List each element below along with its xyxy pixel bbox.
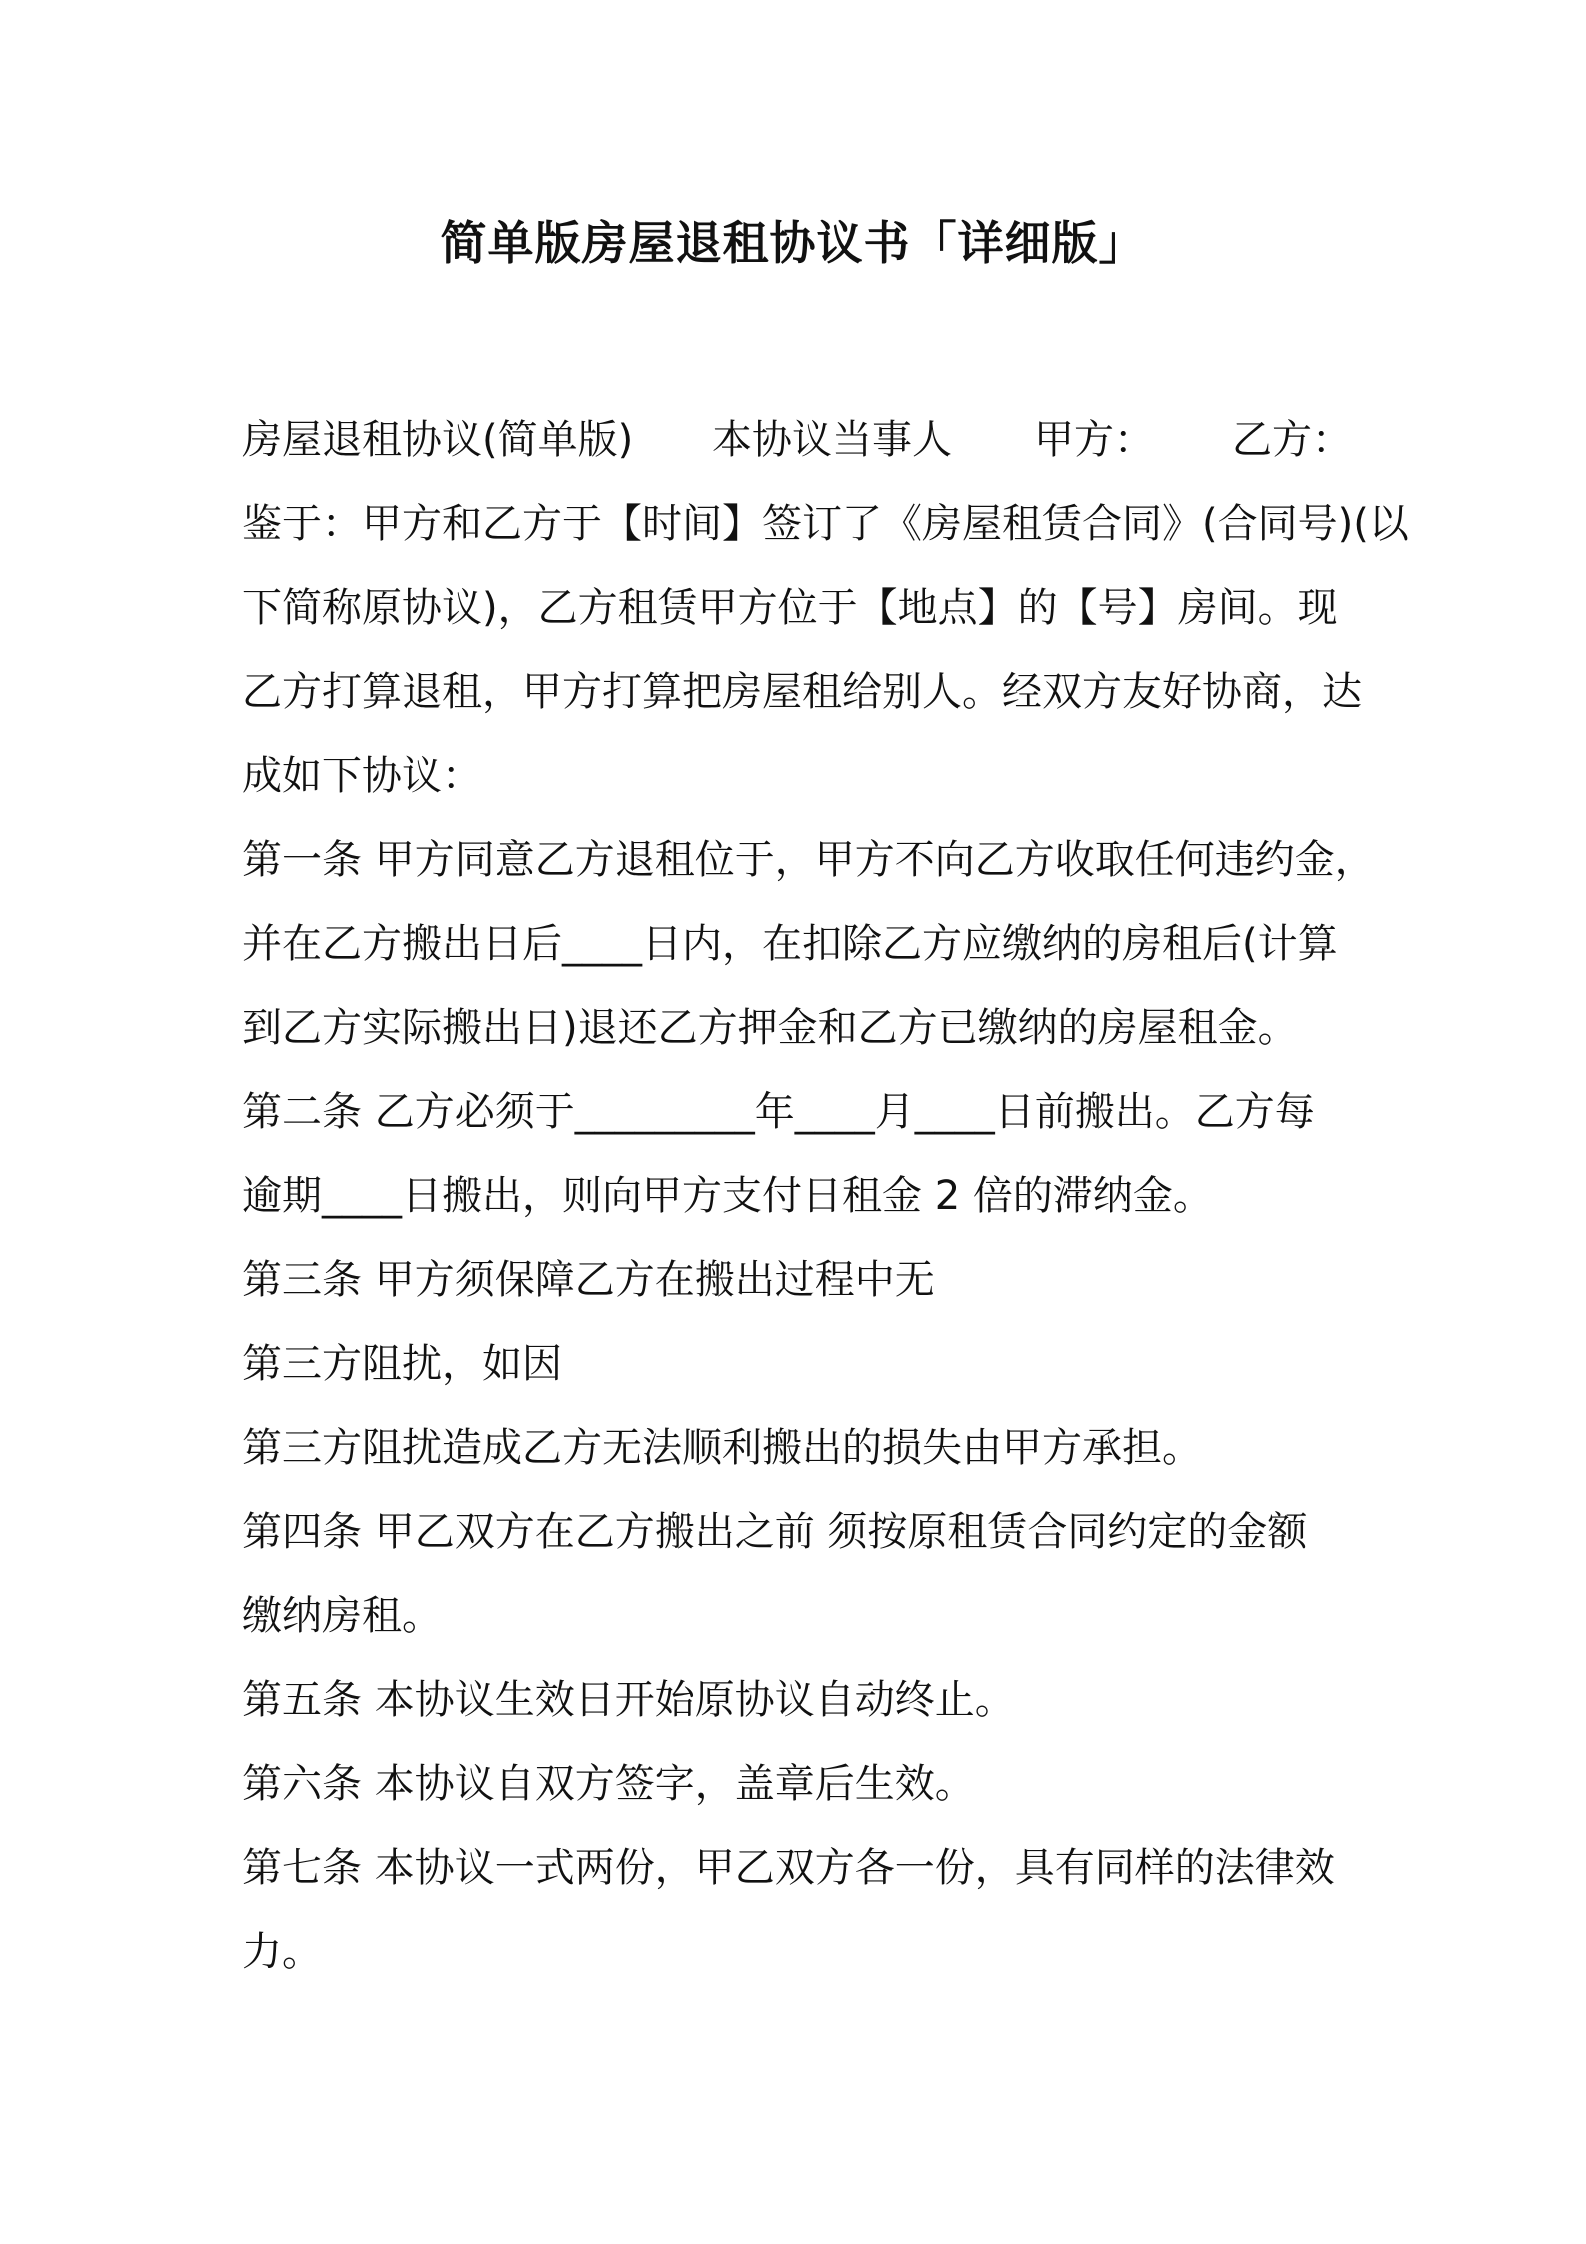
article-4-line: 第四条 甲乙双方在乙方搬出之前 须按原租赁合同约定的金额 <box>242 1509 1308 1555</box>
party-a-label: 甲方： <box>1034 417 1154 463</box>
article-7-line: 力。 <box>242 1929 322 1975</box>
article-7-line: 第七条 本协议一式两份，甲乙双方各一份，具有同样的法律效 <box>242 1845 1335 1891</box>
party-b-label: 乙方： <box>1232 417 1352 463</box>
article-3-line: 第三方阻扰，如因 <box>242 1341 562 1387</box>
parties-row <box>242 398 1362 482</box>
recital-line: 成如下协议： <box>242 753 482 799</box>
article-4-line: 缴纳房租。 <box>242 1593 442 1639</box>
article-3-line: 第三条 甲方须保障乙方在搬出过程中无 <box>242 1257 935 1303</box>
article-1-line: 并在乙方搬出日后____日内，在扣除乙方应缴纳的房租后(计算 <box>242 921 1338 967</box>
recital-line: 乙方打算退租，甲方打算把房屋租给别人。经双方友好协商，达 <box>242 669 1362 715</box>
agreement-name: 房屋退租协议(简单版) <box>242 417 634 463</box>
article-2-line: 逾期____日搬出，则向甲方支付日租金 2 倍的滞纳金。 <box>242 1173 1213 1219</box>
article-1-line: 第一条 甲方同意乙方退租位于，甲方不向乙方收取任何违约金， <box>242 837 1375 883</box>
recital-line: 鉴于：甲方和乙方于【时间】签订了《房屋租赁合同》(合同号)(以 <box>242 501 1409 547</box>
parties-label: 本协议当事人 <box>712 417 952 463</box>
article-3-line: 第三方阻扰造成乙方无法顺利搬出的损失由甲方承担。 <box>242 1425 1202 1471</box>
article-2-line: 第二条 乙方必须于_________年____月____日前搬出。乙方每 <box>242 1089 1315 1135</box>
article-5-line: 第五条 本协议生效日开始原协议自动终止。 <box>242 1677 1015 1723</box>
recital-line: 下简称原协议)，乙方租赁甲方位于【地点】的【号】房间。现 <box>242 585 1338 631</box>
document-title: 简单版房屋退租协议书「详细版」 <box>440 216 1146 270</box>
article-6-line: 第六条 本协议自双方签字，盖章后生效。 <box>242 1761 975 1807</box>
article-1-line: 到乙方实际搬出日)退还乙方押金和乙方已缴纳的房屋租金。 <box>242 1005 1298 1051</box>
document-body <box>242 398 1409 1994</box>
